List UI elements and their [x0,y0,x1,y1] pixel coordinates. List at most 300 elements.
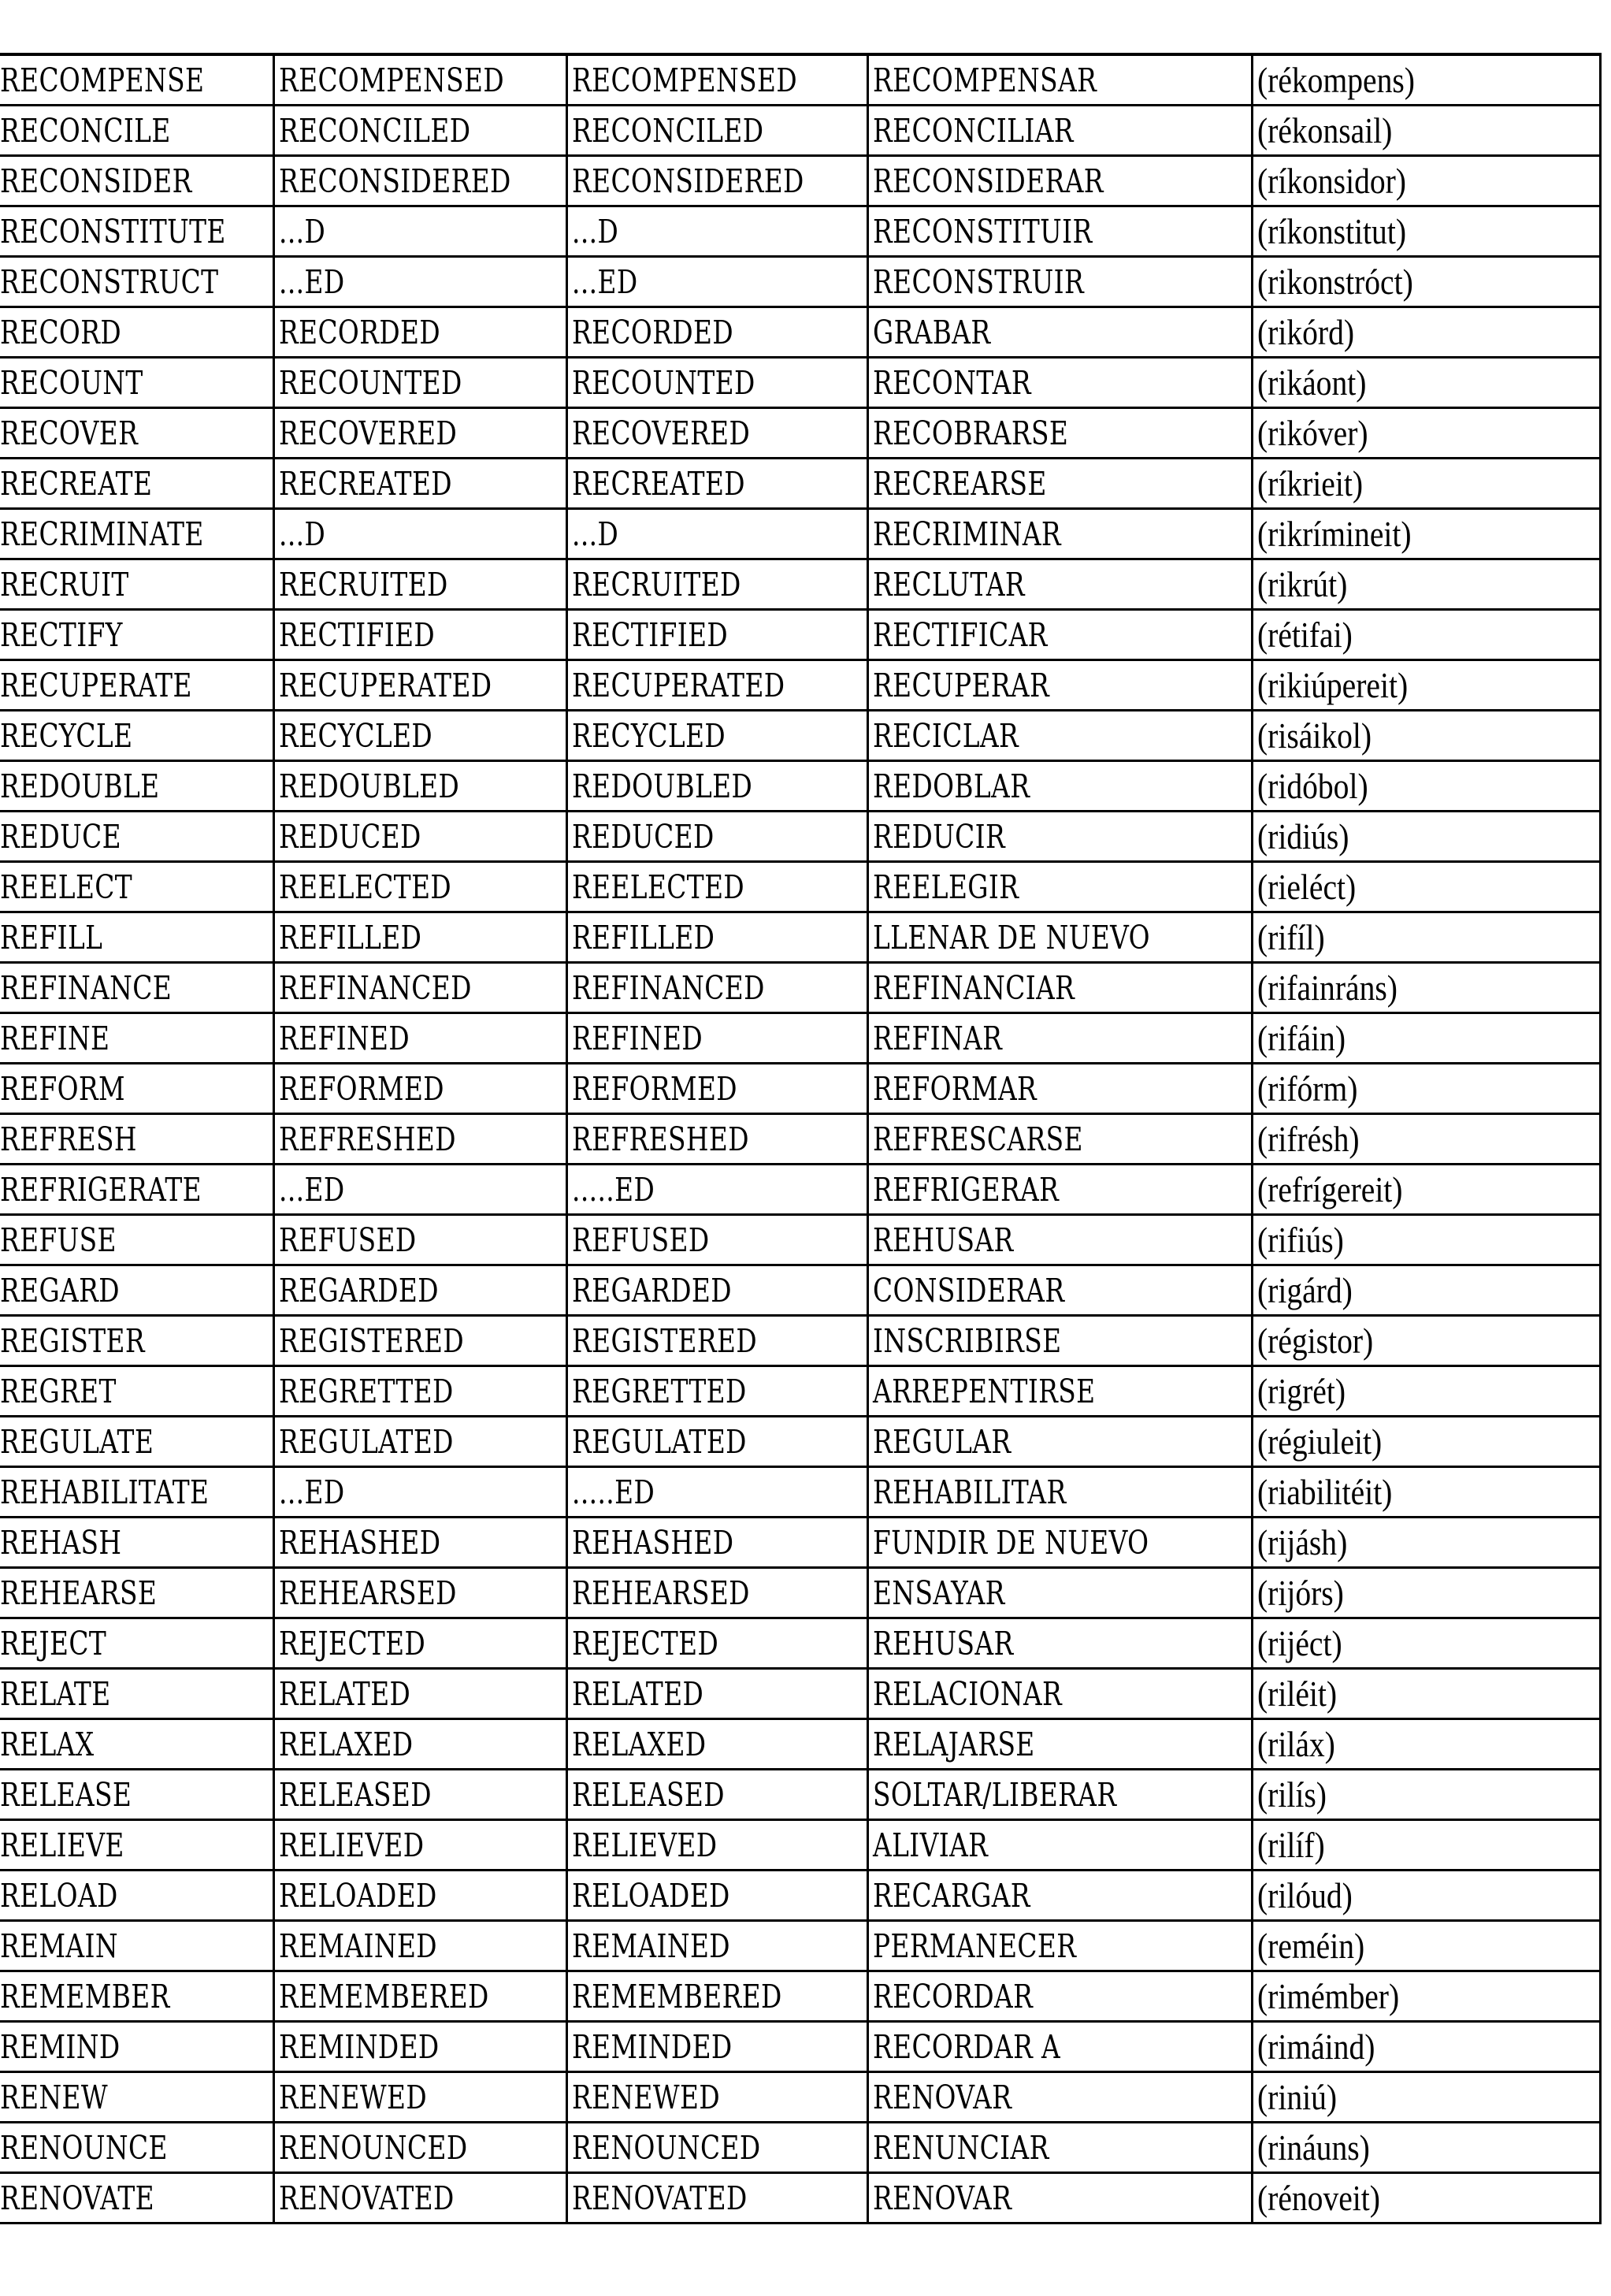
pronunciation-text: (rékompens) [1257,60,1415,100]
spanish-text: RECARGAR [872,1876,1030,1915]
base-form-text: REFINE [0,1019,110,1057]
past-simple-cell [273,54,566,106]
past-simple-text: REELECTED [278,868,451,906]
past-simple-cell [273,1064,566,1114]
pronunciation-cell [1252,1417,1600,1467]
table-row [0,1114,1600,1165]
spanish-text: RECONCILIAR [872,111,1074,150]
base-form-text: RELIEVE [0,1826,124,1864]
base-form-cell [0,1366,273,1417]
past-participle-text: REDUCED [571,817,715,856]
past-simple-text: REFRESHED [278,1120,456,1158]
spanish-cell [867,206,1252,257]
base-form-cell [0,459,273,509]
pronunciation-text: (rénoveit) [1257,2178,1380,2218]
past-participle-cell [566,106,867,156]
past-participle-cell [566,711,867,761]
past-simple-text: RECOMPENSED [278,61,504,99]
past-simple-text: RELOADED [278,1876,437,1915]
base-form-text: RECOUNT [0,363,143,402]
base-form-text: REFINANCE [0,968,173,1007]
past-simple-cell [273,1871,566,1921]
spanish-cell [867,1871,1252,1921]
pronunciation-text: (rikrímineit) [1257,514,1412,554]
past-participle-cell [566,2072,867,2123]
spanish-cell [867,2072,1252,2123]
pronunciation-text: (ríkonsidor) [1257,161,1406,201]
pronunciation-text: (ríkrieit) [1257,463,1363,503]
spanish-text: ALIVIAR [872,1826,988,1864]
pronunciation-text: (rigrét) [1257,1371,1346,1411]
past-participle-cell [566,559,867,610]
spanish-cell [867,1114,1252,1165]
past-simple-cell [273,2123,566,2173]
pronunciation-text: (reméin) [1257,1926,1364,1966]
past-participle-text: ...ED [571,262,638,301]
past-simple-text: RECORDED [278,313,440,351]
past-participle-text: REGISTERED [571,1321,757,1360]
spanish-text: GRABAR [872,313,990,351]
pronunciation-cell [1252,1467,1600,1518]
past-simple-text: RENEWED [278,2078,427,2116]
past-simple-cell [273,1669,566,1719]
pronunciation-cell [1252,509,1600,559]
past-participle-cell [566,2022,867,2072]
base-form-cell [0,610,273,660]
base-form-text: REHABILITATE [0,1473,210,1511]
past-participle-cell [566,1064,867,1114]
pronunciation-cell [1252,2072,1600,2123]
base-form-text: RELOAD [0,1876,118,1915]
pronunciation-text: (rináuns) [1257,2127,1370,2168]
pronunciation-cell [1252,1770,1600,1820]
past-participle-text: REMINDED [571,2027,733,2066]
base-form-cell [0,307,273,358]
spanish-text: REFINANCIAR [872,968,1075,1007]
base-form-text: RENEW [0,2078,108,2116]
base-form-cell [0,2022,273,2072]
spanish-text: RENOVAR [872,2179,1012,2217]
past-participle-cell [566,257,867,307]
past-participle-text: REELECTED [571,868,744,906]
spanish-cell [867,1618,1252,1669]
table-row [0,106,1600,156]
past-simple-cell [273,761,566,812]
past-simple-cell [273,1013,566,1064]
base-form-cell [0,963,273,1013]
pronunciation-text: (rifáin) [1257,1018,1346,1058]
table-row [0,1417,1600,1467]
table-row [0,307,1600,358]
past-participle-text: .....ED [571,1170,655,1209]
past-participle-text: REHASHED [571,1523,733,1562]
past-simple-cell [273,358,566,408]
past-participle-cell [566,1618,867,1669]
spanish-text: INSCRIBIRSE [872,1321,1061,1360]
pronunciation-text: (ríkonstitut) [1257,211,1406,251]
table-row [0,1568,1600,1618]
spanish-cell [867,761,1252,812]
past-simple-text: RECYCLED [278,716,432,755]
past-simple-text: RECREATED [278,464,452,503]
spanish-text: RECOBRARSE [872,414,1068,452]
table-row [0,912,1600,963]
pronunciation-text: (rikóver) [1257,413,1368,453]
table-row [0,54,1600,106]
past-simple-cell [273,2022,566,2072]
spanish-cell [867,1265,1252,1316]
base-form-cell [0,1165,273,1215]
past-participle-text: REFORMED [571,1069,737,1108]
base-form-cell [0,1265,273,1316]
past-simple-cell [273,408,566,459]
past-simple-cell [273,1366,566,1417]
pronunciation-text: (régiuleit) [1257,1421,1382,1462]
pronunciation-cell [1252,2022,1600,2072]
spanish-cell [867,1165,1252,1215]
base-form-text: REMIND [0,2027,121,2066]
past-simple-text: REMINDED [278,2027,440,2066]
pronunciation-text: (refrígereit) [1257,1169,1402,1209]
past-simple-cell [273,812,566,862]
past-simple-cell [273,1618,566,1669]
pronunciation-text: (rijórs) [1257,1573,1344,1613]
spanish-text: RECONTAR [872,363,1031,402]
past-simple-cell [273,1770,566,1820]
past-participle-text: RECUPERATED [571,666,785,704]
table-row [0,610,1600,660]
past-participle-text: REFILLED [571,918,715,957]
pronunciation-cell [1252,1165,1600,1215]
base-form-text: RELAX [0,1725,95,1763]
past-simple-cell [273,1971,566,2022]
base-form-cell [0,1971,273,2022]
base-form-cell [0,1215,273,1265]
base-form-cell [0,660,273,711]
past-simple-text: REMEMBERED [278,1977,489,2016]
table-row [0,660,1600,711]
base-form-cell [0,54,273,106]
pronunciation-text: (rékonsail) [1257,110,1392,150]
spanish-cell [867,812,1252,862]
pronunciation-cell [1252,307,1600,358]
past-simple-cell [273,106,566,156]
table-row [0,711,1600,761]
spanish-cell [867,1820,1252,1871]
past-simple-text: ...D [278,212,325,251]
spanish-text: REFRESCARSE [872,1120,1083,1158]
past-participle-cell [566,862,867,912]
past-participle-cell [566,408,867,459]
base-form-cell [0,1568,273,1618]
base-form-text: RELEASE [0,1775,132,1814]
table-row [0,1265,1600,1316]
past-simple-text: RECRUITED [278,565,448,604]
base-form-text: REHASH [0,1523,122,1562]
base-form-cell [0,1871,273,1921]
base-form-text: RECRIMINATE [0,515,204,553]
table-row [0,1770,1600,1820]
past-participle-text: RELIEVED [571,1826,717,1864]
past-participle-text: REFUSED [571,1220,710,1259]
past-participle-cell [566,206,867,257]
past-participle-cell [566,610,867,660]
past-participle-cell [566,1467,867,1518]
spanish-text: RECREARSE [872,464,1047,503]
past-participle-text: REDOUBLED [571,767,752,805]
base-form-cell [0,1013,273,1064]
pronunciation-text: (rikonstróct) [1257,262,1413,302]
base-form-cell [0,1618,273,1669]
spanish-text: LLENAR DE NUEVO [872,918,1150,957]
base-form-text: RENOVATE [0,2179,155,2217]
spanish-cell [867,1971,1252,2022]
base-form-text: REDOUBLE [0,767,160,805]
past-participle-cell [566,1215,867,1265]
past-participle-cell [566,1417,867,1467]
base-form-text: RECRUIT [0,565,129,604]
base-form-cell [0,1921,273,1971]
past-participle-cell [566,2173,867,2224]
pronunciation-cell [1252,559,1600,610]
pronunciation-cell [1252,358,1600,408]
table-row [0,1820,1600,1871]
base-form-text: RECREATE [0,464,153,503]
past-simple-cell [273,459,566,509]
pronunciation-cell [1252,1719,1600,1770]
spanish-text: RENOVAR [872,2078,1012,2116]
spanish-cell [867,307,1252,358]
past-simple-cell [273,610,566,660]
spanish-cell [867,1770,1252,1820]
table-row [0,257,1600,307]
past-participle-cell [566,1165,867,1215]
spanish-text: REGULAR [872,1422,1011,1461]
past-simple-cell [273,1820,566,1871]
spanish-text: ENSAYAR [872,1573,1005,1612]
past-participle-cell [566,358,867,408]
past-participle-cell [566,1871,867,1921]
table-row [0,2072,1600,2123]
pronunciation-text: (régistor) [1257,1321,1373,1361]
table-row [0,761,1600,812]
spanish-text: REFRIGERAR [872,1170,1059,1209]
past-participle-cell [566,1770,867,1820]
pronunciation-cell [1252,1013,1600,1064]
pronunciation-cell [1252,1518,1600,1568]
pronunciation-cell [1252,761,1600,812]
past-participle-text: RECTIFIED [571,615,728,654]
pronunciation-cell [1252,1568,1600,1618]
table-row [0,206,1600,257]
base-form-text: REGISTER [0,1321,145,1360]
past-simple-text: REFORMED [278,1069,444,1108]
spanish-cell [867,660,1252,711]
pronunciation-cell [1252,1064,1600,1114]
past-simple-text: RELIEVED [278,1826,424,1864]
spanish-cell [867,54,1252,106]
base-form-cell [0,257,273,307]
spanish-text: REDOBLAR [872,767,1030,805]
spanish-text: REDUCIR [872,817,1005,856]
past-participle-cell [566,1971,867,2022]
past-participle-cell [566,459,867,509]
base-form-cell [0,156,273,206]
pronunciation-text: (rieléct) [1257,867,1356,907]
past-simple-text: ...ED [278,1473,345,1511]
spanish-cell [867,610,1252,660]
table-row [0,1366,1600,1417]
spanish-text: RECLUTAR [872,565,1025,604]
past-participle-cell [566,156,867,206]
spanish-cell [867,1064,1252,1114]
pronunciation-text: (rifainráns) [1257,968,1398,1008]
pronunciation-cell [1252,711,1600,761]
past-participle-text: RECONCILED [571,111,763,150]
past-simple-text: RECUPERATED [278,666,492,704]
past-participle-cell [566,1366,867,1417]
spanish-cell [867,1417,1252,1467]
pronunciation-cell [1252,812,1600,862]
base-form-cell [0,761,273,812]
past-simple-cell [273,1719,566,1770]
base-form-text: REFUSE [0,1220,117,1259]
pronunciation-cell [1252,1669,1600,1719]
pronunciation-cell [1252,2123,1600,2173]
past-simple-cell [273,1114,566,1165]
past-participle-text: .....ED [571,1473,655,1511]
past-simple-text: RECONCILED [278,111,470,150]
spanish-text: PERMANECER [872,1926,1076,1965]
base-form-cell [0,1820,273,1871]
table-row [0,2123,1600,2173]
pronunciation-text: (rétifai) [1257,615,1353,655]
pronunciation-text: (rikiúpereit) [1257,665,1408,705]
table-row [0,1871,1600,1921]
spanish-cell [867,1518,1252,1568]
base-form-cell [0,912,273,963]
past-simple-text: RELATED [278,1674,410,1713]
past-participle-text: RELEASED [571,1775,725,1814]
pronunciation-text: (rijásh) [1257,1522,1347,1562]
spanish-cell [867,1467,1252,1518]
spanish-cell [867,1921,1252,1971]
base-form-text: REJECT [0,1624,107,1663]
spanish-text: RECORDAR [872,1977,1033,2016]
pronunciation-cell [1252,1921,1600,1971]
spanish-text: SOLTAR/LIBERAR [872,1775,1116,1814]
spanish-text: REELEGIR [872,868,1019,906]
spanish-text: RECICLAR [872,716,1019,755]
spanish-cell [867,1215,1252,1265]
past-simple-text: REDOUBLED [278,767,459,805]
table-row [0,1971,1600,2022]
past-participle-cell [566,1669,867,1719]
past-simple-cell [273,156,566,206]
past-simple-cell [273,912,566,963]
pronunciation-text: (riabilitéit) [1257,1472,1392,1512]
past-simple-text: REHEARSED [278,1573,457,1612]
table-row [0,1618,1600,1669]
base-form-cell [0,206,273,257]
pronunciation-cell [1252,156,1600,206]
past-participle-text: RECORDED [571,313,733,351]
past-simple-cell [273,1165,566,1215]
pronunciation-cell [1252,1265,1600,1316]
spanish-text: RECONSTRUIR [872,262,1084,301]
spanish-cell [867,509,1252,559]
spanish-text: CONSIDERAR [872,1271,1064,1310]
base-form-text: RECONSTITUTE [0,212,226,251]
base-form-text: REMEMBER [0,1977,170,2016]
past-participle-cell [566,963,867,1013]
base-form-cell [0,106,273,156]
base-form-cell [0,358,273,408]
spanish-text: RECOMPENSAR [872,61,1097,99]
past-simple-text: REGISTERED [278,1321,464,1360]
spanish-cell [867,1366,1252,1417]
spanish-text: ARREPENTIRSE [872,1372,1095,1410]
table-row [0,559,1600,610]
pronunciation-text: (riláx) [1257,1724,1335,1764]
base-form-cell [0,1064,273,1114]
base-form-cell [0,812,273,862]
past-simple-cell [273,711,566,761]
spanish-text: RENUNCIAR [872,2128,1049,2167]
past-simple-cell [273,257,566,307]
base-form-cell [0,1518,273,1568]
past-participle-cell [566,1316,867,1366]
past-simple-text: ...ED [278,262,345,301]
past-participle-text: REFINANCED [571,968,765,1007]
spanish-text: RELAJARSE [872,1725,1035,1763]
table-row [0,2173,1600,2224]
spanish-text: RECORDAR A [872,2027,1060,2066]
verb-table-page [0,53,1600,2224]
base-form-text: REDUCE [0,817,122,856]
pronunciation-cell [1252,912,1600,963]
past-participle-text: RECOMPENSED [571,61,797,99]
base-form-text: REFORM [0,1069,125,1108]
spanish-cell [867,106,1252,156]
past-simple-text: REGRETTED [278,1372,454,1410]
past-simple-cell [273,1467,566,1518]
pronunciation-cell [1252,1316,1600,1366]
pronunciation-text: (rikrút) [1257,564,1347,604]
base-form-cell [0,1316,273,1366]
pronunciation-cell [1252,862,1600,912]
base-form-text: RELATE [0,1674,111,1713]
past-simple-cell [273,862,566,912]
past-simple-text: RELAXED [278,1725,413,1763]
past-participle-text: RECOUNTED [571,363,755,402]
past-simple-text: RECOVERED [278,414,457,452]
past-participle-text: RELAXED [571,1725,706,1763]
pronunciation-text: (rifiús) [1257,1220,1344,1260]
pronunciation-cell [1252,1215,1600,1265]
past-simple-text: RENOVATED [278,2179,455,2217]
pronunciation-cell [1252,54,1600,106]
past-participle-text: ...D [571,212,618,251]
spanish-cell [867,2022,1252,2072]
past-participle-cell [566,2123,867,2173]
base-form-cell [0,1417,273,1467]
base-form-cell [0,1114,273,1165]
pronunciation-cell [1252,206,1600,257]
past-simple-cell [273,2072,566,2123]
spanish-text: RECTIFICAR [872,615,1048,654]
spanish-text: REHUSAR [872,1624,1014,1663]
